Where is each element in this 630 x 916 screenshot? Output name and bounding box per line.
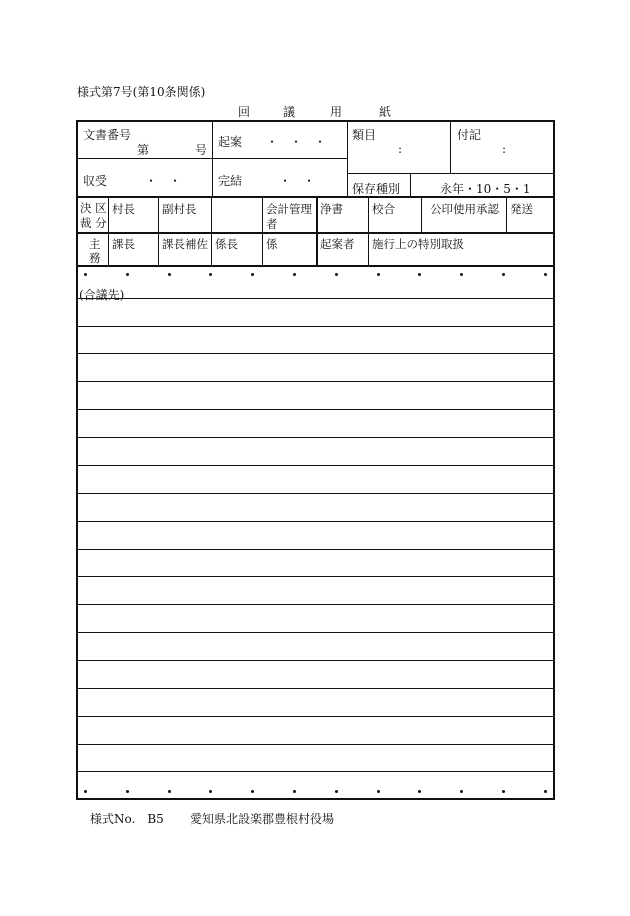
role-kiansha: 起案者 [320,237,355,251]
divider [410,173,411,197]
role-kachou: 課長 [112,237,135,251]
kessai-label-1: 決 区 [80,201,107,215]
ruled-line [77,771,554,772]
fuki-label: 付記 [457,128,482,142]
shuju-date: ・ ・ [145,174,182,188]
ruled-line [77,688,554,689]
dot-mark [84,273,87,276]
role-fukusonchou: 副村長 [162,202,197,216]
role-kakarichou: 係長 [215,237,238,251]
dot-mark [377,273,380,276]
divider [347,173,554,174]
ruled-line [77,465,554,466]
role-kaikei: 会計管理 [266,202,312,216]
ruled-line [77,660,554,661]
dot-mark [126,790,129,793]
divider [506,197,507,233]
role-sonchou: 村長 [112,202,135,216]
ruled-line [77,381,554,382]
ruled-line [77,604,554,605]
ruled-line [77,298,554,299]
role-kaikei-suffix: 者 [266,217,278,231]
ruled-line [77,353,554,354]
ruled-line [77,521,554,522]
form-id: 様式第7号(第10条関係) [77,85,206,99]
dot-mark [168,790,171,793]
ruimoku-label: 類目 [352,128,377,142]
shumu-label-1: 主 [89,237,101,251]
page: 様式第7号(第10条関係) 回 議 用 紙 文書番号 第 号 起案 ・ ・ ・ 類目 : 付記 : 収受 ・ ・ 完結 ・ ・ 保存種別 永年・10・5・1 決 区 裁 分 村長 副村長 会計管理 者 浄書 校合 公印使用承認 発送 主 務 課長 課長補佐 係長 係 起案者 施行上の特別取扱 (合議先) 様式No. B5 愛知県北設楽郡豊根村役場 [0,0,630,916]
dot-mark [168,273,171,276]
footer-form-no: 様式No. B5 [90,812,164,826]
special-handling-label: 施行上の特別取扱 [372,237,464,251]
dot-mark [293,790,296,793]
footer-office: 愛知県北設楽郡豊根村役場 [190,812,335,826]
ruled-line [77,493,554,494]
ruled-line [77,437,554,438]
divider [212,121,213,197]
kian-date: ・ ・ ・ [266,135,327,149]
dot-mark [84,790,87,793]
kessai-label-2: 裁 分 [80,216,107,230]
divider [347,121,348,197]
role-kakari: 係 [266,237,278,251]
doc-number-go: 号 [195,143,208,157]
divider [450,121,451,173]
consult-label: (合議先) [79,288,125,302]
role-kyougou: 校合 [372,202,395,216]
doc-number-label: 文書番号 [83,128,132,142]
role-kouin: 公印使用承認 [430,202,499,216]
role-joshoo: 浄書 [320,202,343,216]
doc-number-dai: 第 [137,143,150,157]
ruled-line [77,409,554,410]
hozon-label: 保存種別 [352,182,401,196]
fuki-colon: : [502,142,507,156]
dot-mark [335,273,338,276]
kanketsu-label: 完結 [218,174,243,188]
dot-mark [335,790,338,793]
hozon-value: 永年・10・5・1 [440,182,531,196]
kian-label: 起案 [218,135,243,149]
ruimoku-colon: : [398,142,403,156]
ruled-line [77,326,554,327]
divider [77,265,554,267]
dot-mark [544,273,547,276]
dot-mark [293,273,296,276]
ruled-line [77,549,554,550]
dot-mark [502,790,505,793]
dot-mark [544,790,547,793]
role-kachouhosa: 課長補佐 [162,237,208,251]
divider [77,232,554,234]
ruled-line [77,716,554,717]
dot-mark [502,273,505,276]
kanketsu-date: ・ ・ [279,174,316,188]
dot-mark [126,273,129,276]
dot-mark [377,790,380,793]
shuju-label: 収受 [83,174,108,188]
ruled-line [77,576,554,577]
ruled-line [77,744,554,745]
shumu-label-2: 務 [89,251,101,265]
role-hassou: 発送 [510,202,533,216]
ruled-line [77,632,554,633]
divider [421,197,422,233]
